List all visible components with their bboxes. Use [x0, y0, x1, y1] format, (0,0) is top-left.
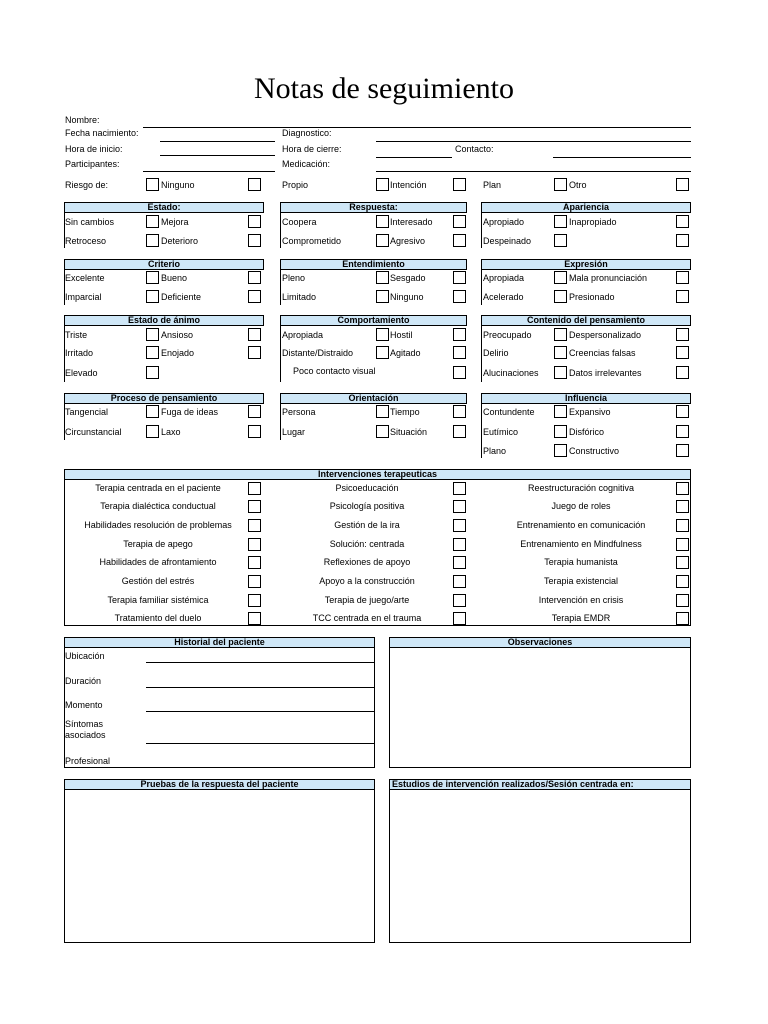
contenido-item: Creencias falsas [569, 348, 636, 358]
estado-checkbox[interactable] [146, 234, 159, 247]
expresion-checkbox[interactable] [676, 271, 689, 284]
orientacion-item: Tiempo [390, 407, 420, 417]
intervencion-checkbox[interactable] [676, 519, 689, 532]
entendimiento-header: Entendimiento [280, 259, 467, 270]
criterio-item: Imparcial [65, 292, 102, 302]
animo-item: Elevado [65, 368, 98, 378]
intervencion-label: Reestructuración cognitiva [527, 483, 635, 493]
expresion-item: Acelerado [483, 292, 524, 302]
respuesta-checkbox[interactable] [453, 234, 466, 247]
expresion-checkbox[interactable] [554, 271, 567, 284]
intervencion-checkbox[interactable] [248, 538, 261, 551]
riesgo-label: Riesgo de: [65, 180, 109, 190]
comportamiento-checkbox[interactable] [453, 366, 466, 379]
comportamiento-checkbox[interactable] [453, 328, 466, 341]
animo-item: Triste [65, 330, 88, 340]
contenido-item: Datos irrelevantes [569, 368, 642, 378]
hora-cierre-field[interactable] [376, 157, 452, 158]
animo-checkbox[interactable] [146, 366, 159, 379]
participantes-field[interactable] [143, 171, 275, 172]
intervencion-checkbox[interactable] [676, 594, 689, 607]
entendimiento-checkbox[interactable] [453, 290, 466, 303]
intervencion-label: Terapia humanista [544, 557, 618, 567]
proceso-item: Fuga de ideas [161, 407, 219, 417]
expresion-item: Mala pronunciación [569, 273, 648, 283]
respuesta-checkbox[interactable] [453, 215, 466, 228]
intervencion-label: Entrenamiento en comunicación [516, 520, 646, 530]
estado-header: Estado: [64, 202, 264, 213]
criterio-item: Bueno [161, 273, 188, 283]
historial-box [64, 647, 375, 768]
intervencion-label: Terapia familiar sistémica [107, 595, 209, 605]
entendimiento-checkbox[interactable] [376, 290, 389, 303]
historial-field-label: Momento [65, 700, 103, 710]
influencia-checkbox[interactable] [676, 425, 689, 438]
intervencion-checkbox[interactable] [248, 500, 261, 513]
respuesta-item: Comprometido [282, 236, 342, 246]
orientacion-checkbox[interactable] [376, 405, 389, 418]
riesgo-option: Propio [282, 180, 309, 190]
contenido-item: Preocupado [483, 330, 532, 340]
comportamiento-item: Poco contacto visual [293, 366, 376, 376]
animo-item: Irritado [65, 348, 94, 358]
contenido-checkbox[interactable] [676, 346, 689, 359]
influencia-checkbox[interactable] [554, 444, 567, 457]
intervencion-label: Intervención en crisis [538, 595, 624, 605]
intervencion-checkbox[interactable] [248, 556, 261, 569]
estado-item: Sin cambios [65, 217, 115, 227]
entendimiento-item: Pleno [282, 273, 306, 283]
contacto-label: Contacto: [455, 144, 494, 154]
intervencion-label: Terapia EMDR [551, 613, 611, 623]
intervencion-label: Terapia de juego/arte [324, 595, 410, 605]
estado-animo-header: Estado de ánimo [64, 315, 264, 326]
estudios-header: Estudios de intervención realizados/Sesión centrada en: [389, 779, 691, 790]
apariencia-checkbox[interactable] [554, 234, 567, 247]
intervencion-checkbox[interactable] [676, 556, 689, 569]
riesgo-option: Plan [483, 180, 502, 190]
estado-checkbox[interactable] [248, 215, 261, 228]
apariencia-checkbox[interactable] [676, 234, 689, 247]
intervencion-label: Tratamiento del duelo [114, 613, 202, 623]
intervencion-checkbox[interactable] [676, 482, 689, 495]
apariencia-header: Apariencia [481, 202, 691, 213]
estado-item: Deterioro [161, 236, 199, 246]
intervencion-label: Psicoeducación [335, 483, 399, 493]
intervencion-label: Juego de roles [551, 501, 611, 511]
apariencia-checkbox[interactable] [554, 215, 567, 228]
orientacion-checkbox[interactable] [453, 425, 466, 438]
entendimiento-checkbox[interactable] [453, 271, 466, 284]
expresion-item: Apropiada [483, 273, 525, 283]
intervencion-checkbox[interactable] [248, 575, 261, 588]
intervencion-checkbox[interactable] [676, 538, 689, 551]
animo-checkbox[interactable] [146, 346, 159, 359]
influencia-item: Contundente [483, 407, 535, 417]
sintomas-field[interactable] [146, 743, 375, 744]
contenido-item: Despersonalizado [569, 330, 642, 340]
fecha-nacimiento-label: Fecha nacimiento: [65, 128, 139, 138]
intervencion-checkbox[interactable] [248, 612, 261, 625]
pruebas-area[interactable] [64, 789, 375, 943]
respuesta-checkbox[interactable] [376, 234, 389, 247]
ubicacion-field[interactable] [146, 662, 375, 663]
medicacion-field[interactable] [376, 171, 691, 172]
intervencion-checkbox[interactable] [676, 500, 689, 513]
intervencion-label: Psicología positiva [329, 501, 405, 511]
estado-item: Mejora [161, 217, 189, 227]
proceso-item: Circunstancial [65, 427, 122, 437]
intervencion-label: Apoyo a la construcción [319, 576, 415, 586]
intervencion-checkbox[interactable] [453, 556, 466, 569]
apariencia-item: Despeinado [483, 236, 532, 246]
contenido-checkbox[interactable] [676, 328, 689, 341]
intervencion-checkbox[interactable] [453, 538, 466, 551]
intervenciones-header: Intervenciones terapeuticas [64, 469, 691, 480]
intervencion-label: Habilidades resolución de problemas [84, 520, 232, 530]
historial-field-label: Síntomas asociados [65, 719, 106, 740]
contenido-item: Delirio [483, 348, 509, 358]
animo-checkbox[interactable] [248, 328, 261, 341]
criterio-header: Criterio [64, 259, 264, 270]
intervencion-checkbox[interactable] [453, 482, 466, 495]
propio-checkbox[interactable] [376, 178, 389, 191]
pruebas-header: Pruebas de la respuesta del paciente [64, 779, 375, 790]
respuesta-item: Agresivo [390, 236, 426, 246]
intervencion-checkbox[interactable] [453, 612, 466, 625]
observaciones-area[interactable] [389, 647, 691, 768]
respuesta-header: Respuesta: [280, 202, 467, 213]
fecha-nacimiento-field[interactable] [160, 141, 275, 142]
contenido-checkbox[interactable] [554, 328, 567, 341]
intervencion-checkbox[interactable] [248, 482, 261, 495]
intervencion-label: TCC centrada en el trauma [312, 613, 422, 623]
criterio-item: Excelente [65, 273, 105, 283]
orientacion-item: Lugar [282, 427, 306, 437]
estado-item: Retroceso [65, 236, 107, 246]
proceso-checkbox[interactable] [146, 405, 159, 418]
animo-checkbox[interactable] [146, 328, 159, 341]
criterio-checkbox[interactable] [248, 290, 261, 303]
duracion-field[interactable] [146, 687, 375, 688]
hora-inicio-label: Hora de inicio: [65, 144, 123, 154]
intervencion-label: Reflexiones de apoyo [323, 557, 411, 567]
ninguno-checkbox[interactable] [146, 178, 159, 191]
intervencion-checkbox[interactable] [676, 575, 689, 588]
contenido-checkbox[interactable] [554, 366, 567, 379]
hora-cierre-label: Hora de cierre: [282, 144, 342, 154]
intervencion-label: Solución: centrada [329, 539, 405, 549]
respuesta-item: Interesado [390, 217, 433, 227]
influencia-header: Influencia [481, 393, 691, 404]
influencia-checkbox[interactable] [554, 405, 567, 418]
proceso-checkbox[interactable] [146, 425, 159, 438]
apariencia-item: Apropiado [483, 217, 525, 227]
influencia-checkbox[interactable] [554, 425, 567, 438]
expresion-item: Presionado [569, 292, 615, 302]
page-title: Notas de seguimiento [254, 72, 514, 105]
riesgo-checkbox[interactable] [248, 178, 261, 191]
contenido-item: Alucinaciones [483, 368, 539, 378]
criterio-checkbox[interactable] [146, 290, 159, 303]
riesgo-option: Ninguno [161, 180, 195, 190]
criterio-checkbox[interactable] [248, 271, 261, 284]
intervencion-checkbox[interactable] [248, 519, 261, 532]
intervencion-label: Terapia existencial [543, 576, 619, 586]
proceso-item: Laxo [161, 427, 181, 437]
orientacion-item: Persona [282, 407, 316, 417]
animo-item: Enojado [161, 348, 195, 358]
intervencion-checkbox[interactable] [453, 500, 466, 513]
criterio-item: Deficiente [161, 292, 202, 302]
otro-checkbox[interactable] [676, 178, 689, 191]
contacto-field[interactable] [553, 157, 691, 158]
entendimiento-item: Sesgado [390, 273, 426, 283]
intervencion-label: Gestión del estrés [121, 576, 195, 586]
comportamiento-item: Distante/Distraido [282, 348, 354, 358]
historial-field-label: Duración [65, 676, 102, 686]
momento-field[interactable] [146, 711, 375, 712]
contenido-checkbox[interactable] [676, 366, 689, 379]
hora-inicio-field[interactable] [160, 155, 275, 156]
intervencion-checkbox[interactable] [248, 594, 261, 607]
plan-checkbox[interactable] [554, 178, 567, 191]
intervencion-checkbox[interactable] [453, 519, 466, 532]
historial-field-label: Profesional [65, 756, 111, 766]
orientacion-checkbox[interactable] [376, 425, 389, 438]
entendimiento-item: Ninguno [390, 292, 424, 302]
influencia-item: Disfórico [569, 427, 605, 437]
nombre-label: Nombre: [65, 115, 100, 125]
comportamiento-item: Apropiada [282, 330, 324, 340]
intervencion-label: Habilidades de afrontamiento [99, 557, 217, 567]
intervencion-label: Entrenamiento en Mindfulness [520, 539, 642, 549]
contenido-header: Contenido del pensamiento [481, 315, 691, 326]
apariencia-checkbox[interactable] [676, 215, 689, 228]
apariencia-item: Inapropiado [569, 217, 617, 227]
medicacion-label: Medicación: [282, 159, 331, 169]
comportamiento-item: Hostil [390, 330, 413, 340]
historial-field-label: Ubicación [65, 651, 105, 661]
proceso-checkbox[interactable] [248, 405, 261, 418]
intervencion-label: Gestión de la ira [334, 520, 400, 530]
comportamiento-checkbox[interactable] [453, 346, 466, 359]
comportamiento-checkbox[interactable] [376, 328, 389, 341]
riesgo-option: Otro [569, 180, 587, 190]
influencia-checkbox[interactable] [676, 444, 689, 457]
intencion-checkbox[interactable] [453, 178, 466, 191]
observaciones-header: Observaciones [389, 637, 691, 648]
entendimiento-checkbox[interactable] [376, 271, 389, 284]
comportamiento-checkbox[interactable] [376, 346, 389, 359]
proceso-checkbox[interactable] [248, 425, 261, 438]
intervencion-checkbox[interactable] [453, 575, 466, 588]
diagnostico-field[interactable] [376, 141, 691, 142]
criterio-checkbox[interactable] [146, 271, 159, 284]
animo-item: Ansioso [161, 330, 194, 340]
respuesta-checkbox[interactable] [376, 215, 389, 228]
nombre-field[interactable] [143, 127, 691, 128]
respuesta-item: Coopera [282, 217, 317, 227]
expresion-header: Expresión [481, 259, 691, 270]
influencia-item: Constructivo [569, 446, 620, 456]
influencia-item: Plano [483, 446, 507, 456]
orientacion-item: Situación [390, 427, 428, 437]
intervencion-label: Terapia de apego [123, 539, 193, 549]
intervencion-label: Terapia centrada en el paciente [95, 483, 221, 493]
intervencion-label: Terapia dialéctica conductual [100, 501, 216, 511]
estado-checkbox[interactable] [146, 215, 159, 228]
orientacion-checkbox[interactable] [453, 405, 466, 418]
intervencion-checkbox[interactable] [453, 594, 466, 607]
comportamiento-item: Agitado [390, 348, 421, 358]
animo-checkbox[interactable] [248, 346, 261, 359]
orientacion-header: Orientación [280, 393, 467, 404]
historial-header: Historial del paciente [64, 637, 375, 648]
entendimiento-item: Limitado [282, 292, 317, 302]
estudios-area[interactable] [389, 789, 691, 943]
proceso-header: Proceso de pensamiento [64, 393, 264, 404]
expresion-checkbox[interactable] [554, 290, 567, 303]
participantes-label: Participantes: [65, 159, 120, 169]
expresion-checkbox[interactable] [676, 290, 689, 303]
influencia-item: Expansivo [569, 407, 611, 417]
estado-checkbox[interactable] [248, 234, 261, 247]
comportamiento-header: Comportamiento [280, 315, 467, 326]
proceso-item: Tangencial [65, 407, 109, 417]
contenido-checkbox[interactable] [554, 346, 567, 359]
influencia-checkbox[interactable] [676, 405, 689, 418]
diagnostico-label: Diagnostico: [282, 128, 332, 138]
intervencion-checkbox[interactable] [676, 612, 689, 625]
influencia-item: Eutímico [483, 427, 519, 437]
riesgo-option: Intención [390, 180, 427, 190]
